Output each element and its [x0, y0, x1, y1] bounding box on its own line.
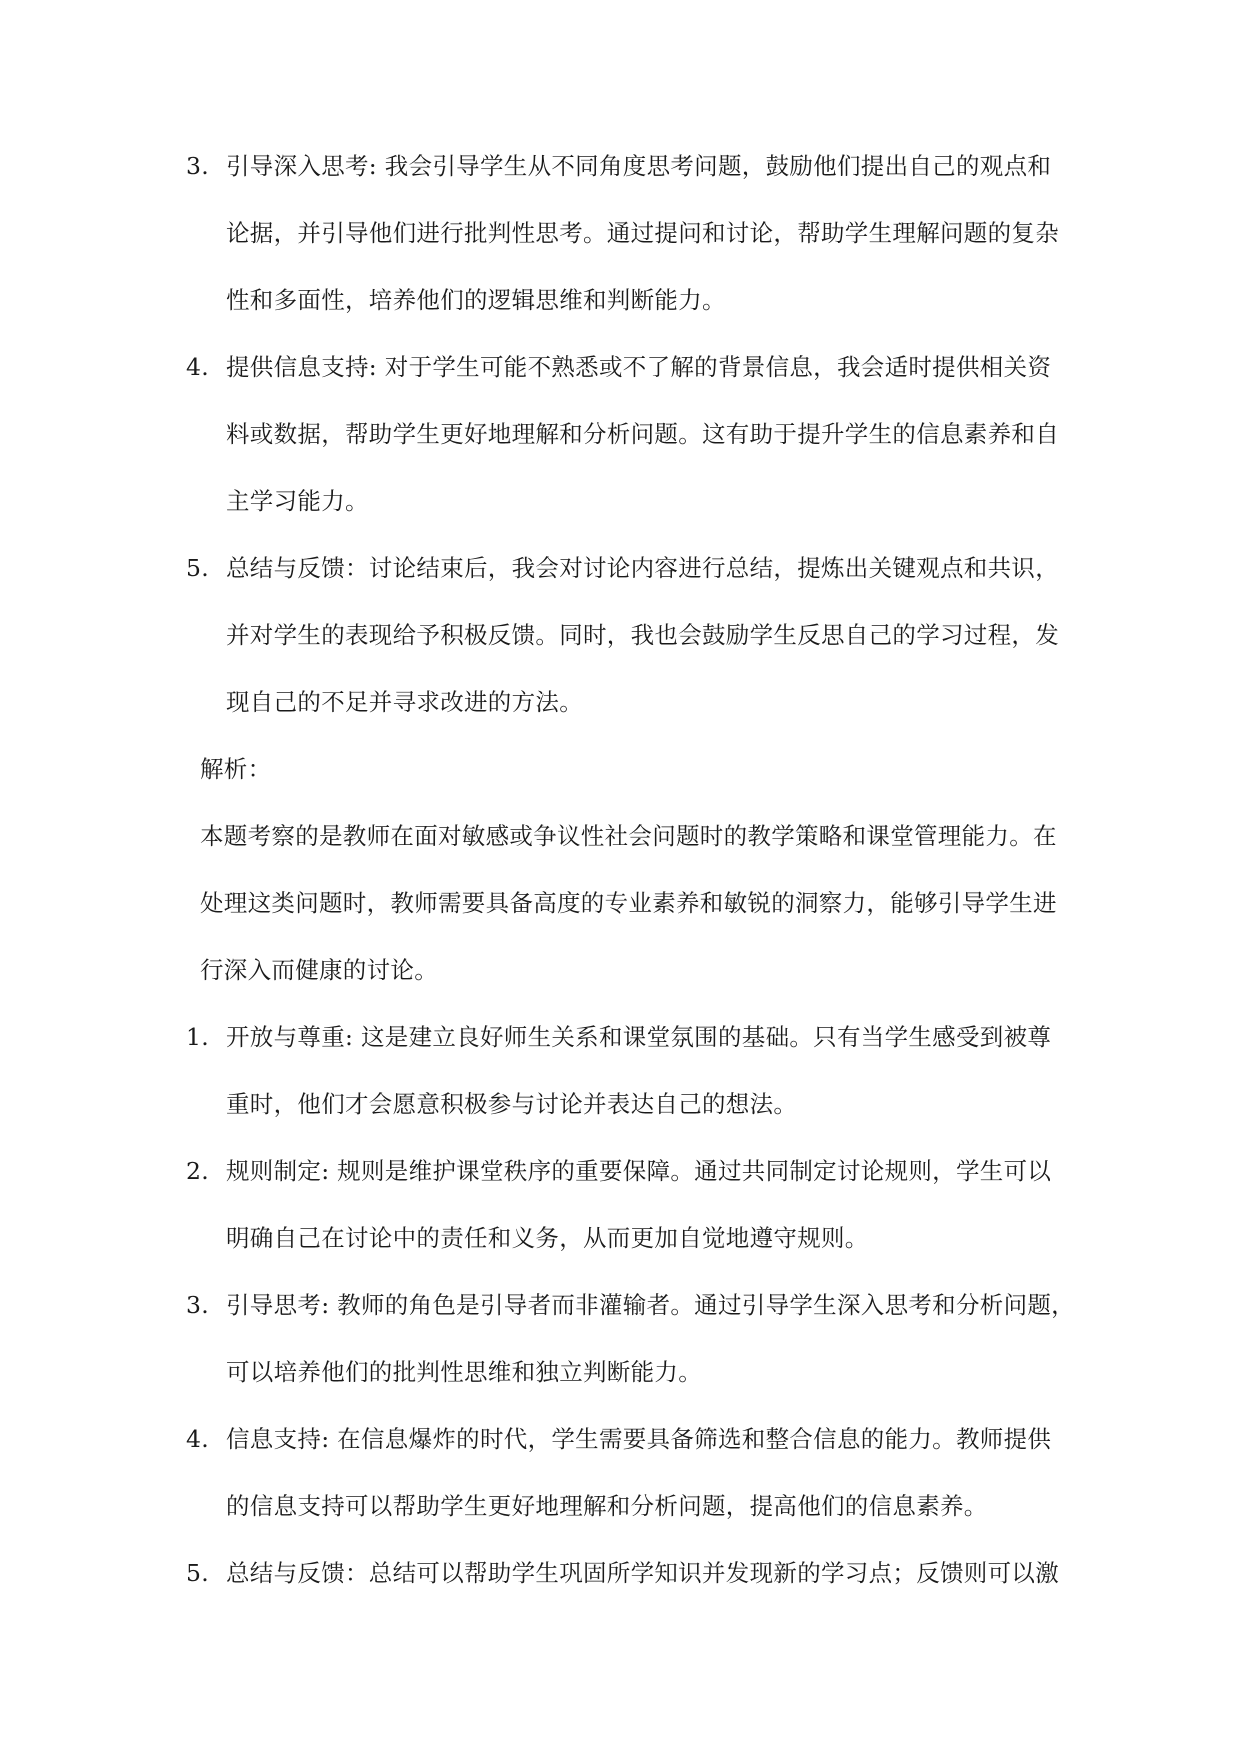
list-a-item-3-number: 3. — [186, 152, 210, 180]
list-a-item-3-line-3: 性和多面性，培养他们的逻辑思维和判断能力。 — [226, 286, 726, 314]
list-b-item-4-line-2: 的信息支持可以帮助学生更好地理解和分析问题，提高他们的信息素养。 — [226, 1492, 988, 1520]
list-b-item-4-line-1: 信息支持: 在信息爆炸的时代，学生需要具备筛选和整合信息的能力。教师提供 — [226, 1425, 1052, 1453]
list-b-item-5-line-1: 总结与反馈：总结可以帮助学生巩固所学知识并发现新的学习点；反馈则可以激 — [226, 1559, 1059, 1587]
list-a-item-5-line-3: 现自己的不足并寻求改进的方法。 — [226, 688, 583, 716]
list-b-item-3-number: 3. — [186, 1291, 210, 1319]
list-b-item-3-line-1: 引导思考: 教师的角色是引导者而非灌输者。通过引导学生深入思考和分析问题， — [226, 1291, 1075, 1319]
list-b-item-1-line-2: 重时，他们才会愿意积极参与讨论并表达自己的想法。 — [226, 1090, 798, 1118]
analysis-heading: 解析： — [200, 755, 272, 783]
analysis-intro-line-2: 处理这类问题时，教师需要具备高度的专业素养和敏锐的洞察力，能够引导学生进 — [200, 889, 1057, 917]
analysis-intro-line-1: 本题考察的是教师在面对敏感或争议性社会问题时的教学策略和课堂管理能力。在 — [200, 822, 1057, 850]
analysis-intro-line-3: 行深入而健康的讨论。 — [200, 956, 438, 984]
list-b-item-1-line-1: 开放与尊重: 这是建立良好师生关系和课堂氛围的基础。只有当学生感受到被尊 — [226, 1023, 1052, 1051]
list-b-item-3-line-2: 可以培养他们的批判性思维和独立判断能力。 — [226, 1358, 702, 1386]
list-b-item-4-number: 4. — [186, 1425, 210, 1453]
list-a-item-3-line-1: 引导深入思考: 我会引导学生从不同角度思考问题，鼓励他们提出自己的观点和 — [226, 152, 1052, 180]
list-b-item-2-line-1: 规则制定: 规则是维护课堂秩序的重要保障。通过共同制定讨论规则，学生可以 — [226, 1157, 1052, 1185]
list-a-item-5-line-2: 并对学生的表现给予积极反馈。同时，我也会鼓励学生反思自己的学习过程，发 — [226, 621, 1059, 649]
list-a-item-4-line-1: 提供信息支持: 对于学生可能不熟悉或不了解的背景信息，我会适时提供相关资 — [226, 353, 1052, 381]
list-b-item-2-line-2: 明确自己在讨论中的责任和义务，从而更加自觉地遵守规则。 — [226, 1224, 869, 1252]
list-a-item-4-line-3: 主学习能力。 — [226, 487, 369, 515]
list-b-item-1-number: 1. — [186, 1023, 210, 1051]
list-a-item-4-number: 4. — [186, 353, 210, 381]
list-a-item-5-number: 5. — [186, 554, 210, 582]
list-b-item-5-number: 5. — [186, 1559, 210, 1587]
list-a-item-4-line-2: 料或数据，帮助学生更好地理解和分析问题。这有助于提升学生的信息素养和自 — [226, 420, 1059, 448]
list-b-item-2-number: 2. — [186, 1157, 210, 1185]
list-a-item-5-line-1: 总结与反馈：讨论结束后，我会对讨论内容进行总结，提炼出关键观点和共识， — [226, 554, 1059, 582]
list-a-item-3-line-2: 论据，并引导他们进行批判性思考。通过提问和讨论，帮助学生理解问题的复杂 — [226, 219, 1059, 247]
